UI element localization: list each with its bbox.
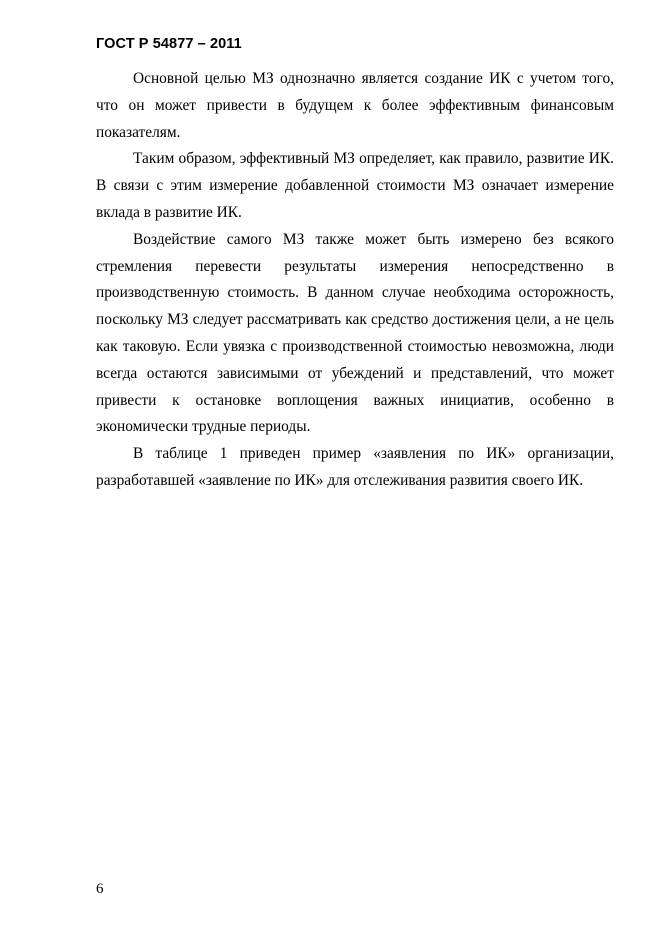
paragraph: Воздействие самого МЗ также может быть измерено без всякого стремления перевести результаты измерения непосредственно в производственную стоимость. В данном случае необходима осторожность, поскольку МЗ следует рассматривать как средство достижения цели, а не цель как таковую. Если увязка с производственной стоимостью невозможна, люди всегда остаются зависимыми от убеждений и представлений, что может привести к остановке воплощения важных инициатив, особенно в экономически трудные периоды. <box>96 230 614 436</box>
paragraph: Основной целью МЗ однозначно является создание ИК с учетом того, что он может привести в будущем к более эффективным финансовым показателям. <box>96 70 614 141</box>
paragraph: В таблице 1 приведен пример «заявления по ИК» организации, разработавшей «заявление по ИК» для отслеживания развития своего ИК. <box>96 445 614 489</box>
document-header: ГОСТ Р 54877 – 2011 <box>96 36 242 52</box>
paragraph: Таким образом, эффективный МЗ определяет, как правило, развитие ИК. В связи с этим измерение добавленной стоимости МЗ означает измерение вклада в развитие ИК. <box>96 150 614 221</box>
document-body <box>96 66 614 495</box>
page-number: 6 <box>96 881 104 897</box>
